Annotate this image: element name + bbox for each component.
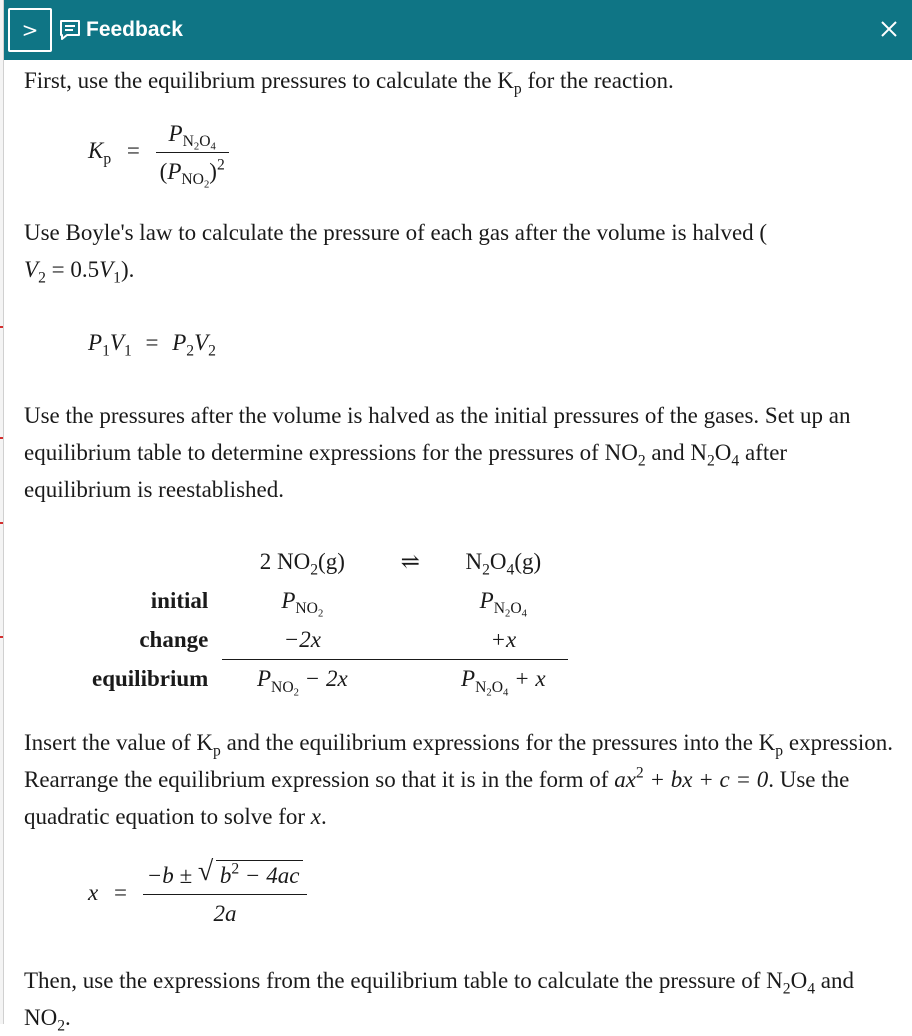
kp-instruction: First, use the equilibrium pressures to calculate the $K_p$ for the reaction.: [24, 68, 674, 98]
table-row-change: [86, 620, 568, 659]
kp-fraction: $\frac{P_{N_2O_4}}{(P_{NO_2})^2}$: [156, 115, 229, 190]
collapse-button[interactable]: [8, 8, 52, 52]
table-header-row: [86, 542, 568, 581]
product-header: $N_2O_4(g)$: [465, 549, 542, 579]
quadratic-fraction: −b ± √ $b^2 - 4ac$ 2a: [143, 857, 308, 932]
final-instruction: Then, use the expressions from the equilibrium table to calculate the pressure of $N_2O_4$ and $NO_2$.: [24, 968, 854, 1035]
margin-marker: [0, 437, 3, 439]
row-label: change: [139, 627, 209, 652]
equilibrium-table: [86, 542, 568, 698]
feedback-icon: [58, 18, 82, 42]
table-row-equilibrium: [86, 659, 568, 698]
table-cell: $P_{N_2O_4}$: [479, 588, 527, 621]
chevron-right-icon: >: [21, 18, 39, 42]
table-cell: $P_{N_2O_4} + x$: [461, 666, 546, 699]
close-button[interactable]: [874, 14, 904, 44]
table-cell: −2x: [222, 620, 382, 659]
panel-title: Feedback: [86, 18, 183, 41]
reactant-header: 2 $NO_2(g)$: [259, 549, 345, 579]
row-label: initial: [150, 588, 209, 613]
table-cell: +x: [438, 620, 568, 659]
table-cell: $P_{NO_2} - 2x$: [256, 666, 348, 699]
equilibrium-arrow: ⇌: [400, 549, 420, 574]
table-instruction: Use the pressures after the volume is halved as the initial pressures of the gases. Set up an equilibrium table to determine expressions for the pressures of $NO_2$ and $N_2O_4$ after equilibrium is reestablished.: [24, 403, 851, 502]
boyle-formula: $P_1V_1 = P_2V_2$: [88, 330, 216, 360]
quadratic-formula: x = −b ± √ $b^2 - 4ac$ 2a: [88, 857, 894, 932]
quadratic-instruction: Insert the value of $K_p$ and the equilibrium expressions for the pressures into the $K_p$ expression. Rearrange the equilibrium expression so that it is in the form of $ax^2$ + bx + c = 0. Use the quadratic equation to solve for x.: [24, 730, 893, 829]
feedback-header: [4, 0, 912, 60]
table-row-initial: [86, 581, 568, 620]
margin-marker: [0, 326, 3, 328]
margin-marker: [0, 636, 3, 638]
boyle-instruction: Use Boyle's law to calculate the pressure of each gas after the volume is halved ( $V_2 = 0.5V_1$).: [24, 220, 768, 287]
row-label: equilibrium: [92, 666, 209, 691]
close-icon: [880, 20, 898, 38]
feedback-content: [24, 60, 894, 1036]
kp-expression: $K_p$ = $\frac{P_{N_2O_4}}{(P_{NO_2})^2}$: [88, 115, 894, 190]
left-page-edge: [0, 0, 4, 1024]
table-cell: $P_{NO_2}$: [281, 588, 324, 621]
margin-marker: [0, 522, 3, 524]
